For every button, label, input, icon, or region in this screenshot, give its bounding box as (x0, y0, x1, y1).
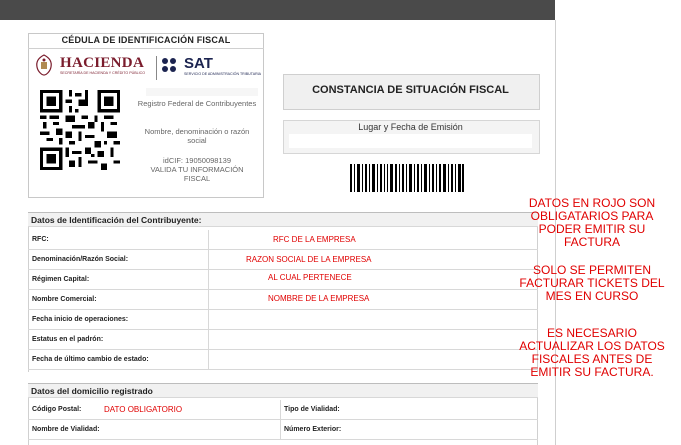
hacienda-logo-text: HACIENDA (60, 55, 145, 71)
notice-line: ACTUALIZAR LOS DATOS (519, 339, 665, 353)
hacienda-subtitle: SECRETARÍA DE HACIENDA Y CRÉDITO PÚBLICO (60, 71, 146, 75)
row-divider (208, 230, 209, 249)
codigo-postal-label: Código Postal: (32, 406, 82, 413)
razon-social-row-value: RAZON SOCIAL DE LA EMPRESA (246, 255, 372, 264)
nombre-vialidad-label: Nombre de Vialidad: (32, 426, 100, 433)
table-row-nombre-vialidad (28, 420, 538, 440)
rfc-row-label: RFC: (32, 236, 49, 243)
table-row-estatus (28, 330, 538, 350)
nombre-label-line1: Nombre, denominación o razón (144, 127, 250, 136)
table-row-razon-social (28, 250, 538, 270)
sat-subtitle: SERVICIO DE ADMINISTRACIÓN TRIBUTARIA (184, 72, 262, 76)
notice-line: FACTURA (563, 235, 620, 249)
idcif-text: idCIF: 19050098139 (163, 156, 231, 165)
cedula-title: CÉDULA DE IDENTIFICACIÓN FISCAL (61, 35, 231, 45)
sat-logo-icon (160, 56, 180, 76)
table-row-regimen (28, 270, 538, 290)
logo-separator (156, 56, 157, 80)
qr-code-icon (40, 90, 120, 170)
cedula-divider (28, 48, 264, 49)
numero-exterior-label: Número Exterior: (284, 426, 342, 433)
notice-line: SOLO SE PERMITEN (532, 263, 652, 277)
rfc-label: Registro Federal de Contribuyentes (137, 99, 257, 108)
notice-line: MES EN CURSO (545, 289, 639, 303)
row-divider (280, 420, 281, 439)
notice-line: DATOS EN ROJO SON (528, 196, 656, 210)
table-row-codigo-postal (28, 400, 538, 420)
row-divider (208, 350, 209, 369)
row-divider (208, 290, 209, 309)
table-row-rfc (28, 230, 538, 250)
tipo-vialidad-label: Tipo de Vialidad: (284, 406, 340, 413)
notice-line: OBLIGATARIOS PARA (530, 209, 654, 223)
row-divider (208, 330, 209, 349)
row-divider (280, 400, 281, 419)
nombre-comercial-row-value: NOMBRE DE LA EMPRESA (268, 294, 370, 303)
valida-line2: FISCAL (183, 174, 211, 183)
constancia-title: CONSTANCIA DE SITUACIÓN FISCAL (312, 84, 509, 96)
regimen-row-label: Régimen Capital: (32, 276, 90, 283)
table-row-fecha-inicio (28, 310, 538, 330)
top-bar (0, 0, 555, 20)
row-divider (208, 270, 209, 289)
row-divider (208, 250, 209, 269)
razon-social-row-label: Denominación/Razón Social: (32, 256, 129, 263)
row-divider (208, 310, 209, 329)
notice-line: FISCALES ANTES DE (531, 352, 653, 366)
notice-line: ES NECESARIO (546, 326, 638, 340)
rfc-row-value: RFC DE LA EMPRESA (273, 235, 356, 244)
nombre-label-line2: social (187, 136, 207, 145)
domicilio-heading: Datos del domicilio registrado (28, 383, 538, 398)
nombre-comercial-row-label: Nombre Comercial: (32, 296, 97, 303)
lugar-fecha-label: Lugar y Fecha de Emisión (358, 122, 463, 132)
fecha-inicio-row-label: Fecha inicio de operaciones: (32, 316, 129, 323)
estatus-row-label: Estatus en el padrón: (32, 336, 104, 343)
valida-line1: VALIDA TU INFORMACIÓN (150, 165, 244, 174)
hacienda-seal-icon (34, 54, 54, 76)
barcode-icon (350, 164, 464, 192)
notice-line: PODER EMITIR SU (538, 222, 646, 236)
contribuyente-heading: Datos de Identificación del Contribuyente: (28, 212, 538, 227)
notice-line: EMITIR SU FACTURA. (530, 365, 654, 379)
table-row-nombre-comercial (28, 290, 538, 310)
regimen-row-value: AL CUAL PERTENECE (268, 273, 352, 282)
codigo-postal-value: DATO OBLIGATORIO (104, 405, 183, 414)
table-row-fecha-cambio (28, 350, 538, 370)
lugar-fecha-field (289, 134, 532, 148)
sat-logo-text: SAT (184, 55, 213, 72)
fecha-cambio-row-label: Fecha de último cambio de estado: (32, 356, 149, 363)
notice-line: FACTURAR TICKETS DEL (519, 276, 665, 290)
rfc-value-redacted (146, 88, 258, 96)
